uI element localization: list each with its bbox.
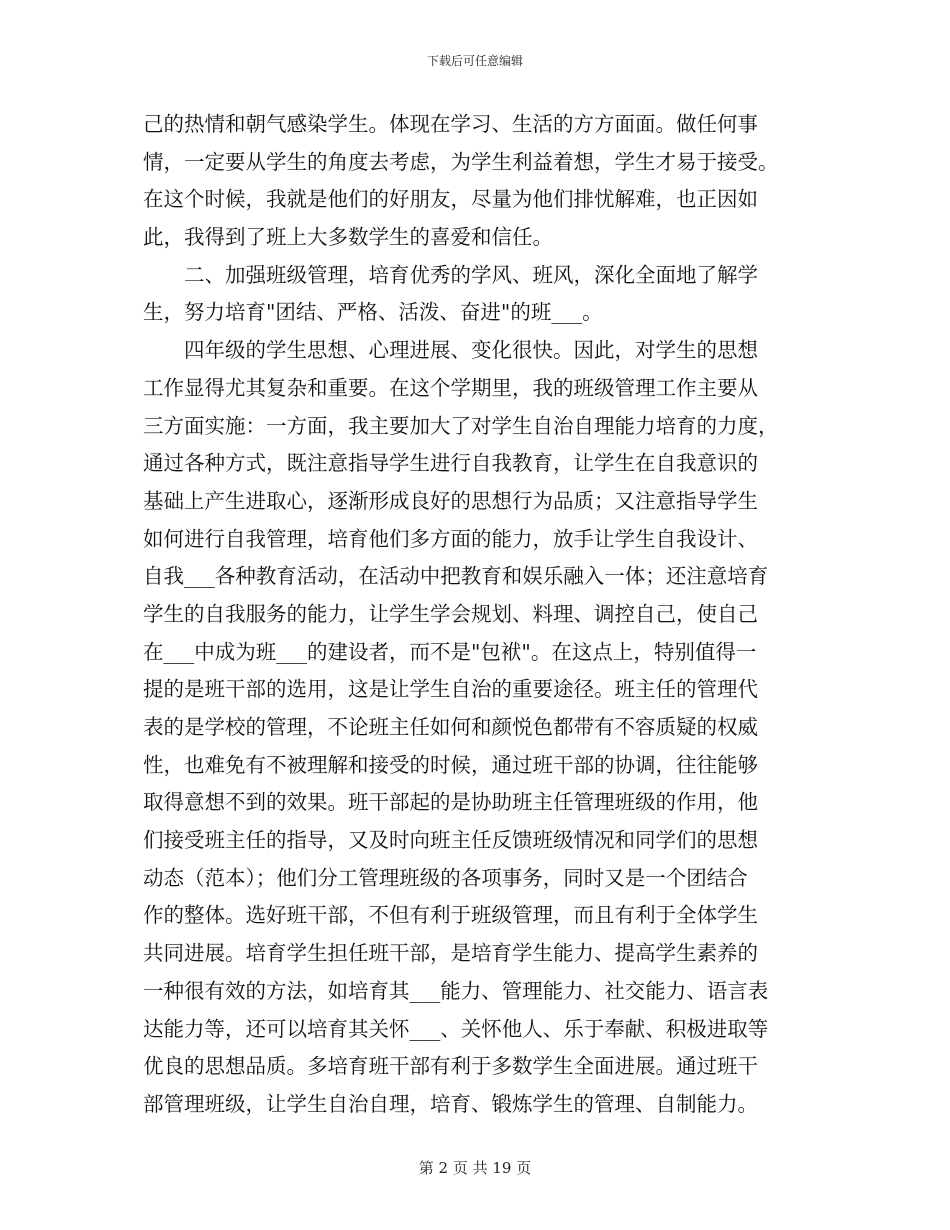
text-line: 性，也难免有不被理解和接受的时候，通过班干部的协调，往往能够 <box>143 752 758 777</box>
text-line: 二、加强班级管理，培育优秀的学风、班风，深化全面地了解学 <box>143 262 758 287</box>
text-line: 提的是班干部的选用，这是让学生自治的重要途径。班主任的管理代 <box>143 677 758 702</box>
text-line: 自我___各种教育活动，在活动中把教育和娱乐融入一体；还注意培育 <box>143 564 769 589</box>
text-line: 作的整体。选好班干部，不但有利于班级管理，而且有利于全体学生 <box>143 903 758 928</box>
text-line: 如何进行自我管理，培育他们多方面的能力，放手让学生自我设计、 <box>143 526 758 551</box>
text-line: 达能力等，还可以培育其关怀___、关怀他人、乐于奉献、积极进取等 <box>143 1016 769 1041</box>
text-line: 动态（范本）；他们分工管理班级的各项事务，同时又是一个团结合 <box>143 865 748 890</box>
document-body <box>143 106 811 1124</box>
page-footer: 第 2 页 共 19 页 <box>418 1159 532 1177</box>
text-line: 工作显得尤其复杂和重要。在这个学期里，我的班级管理工作主要从 <box>143 375 758 400</box>
text-line: 取得意想不到的效果。班干部起的是协助班主任管理班级的作用，他 <box>143 790 758 815</box>
text-line: 基础上产生进取心，逐渐形成良好的思想行为品质；又注意指导学生 <box>143 488 758 513</box>
text-line: 们接受班主任的指导，又及时向班主任反馈班级情况和同学们的思想 <box>143 828 758 853</box>
text-line: 在___中成为班___的建设者，而不是"包袱"。在这点上，特别值得一 <box>143 639 757 664</box>
text-line: 通过各种方式，既注意指导学生进行自我教育，让学生在自我意识的 <box>143 451 758 476</box>
text-line: 情，一定要从学生的角度去考虑，为学生利益着想，学生才易于接受。 <box>143 149 779 174</box>
text-line: 三方面实施：一方面，我主要加大了对学生自治自理能力培育的力度， <box>143 413 779 438</box>
text-line: 四年级的学生思想、心理进展、变化很快。因此，对学生的思想 <box>143 338 758 363</box>
text-line: 优良的思想品质。多培育班干部有利于多数学生全面进展。通过班干 <box>143 1054 758 1079</box>
text-line: 一种很有效的方法，如培育其___能力、管理能力、社交能力、语言表 <box>143 978 769 1003</box>
text-line: 在这个时候，我就是他们的好朋友，尽量为他们排忧解难，也正因如 <box>143 187 758 212</box>
text-line: 此，我得到了班上大多数学生的喜爱和信任。 <box>143 225 553 250</box>
text-line: 己的热情和朝气感染学生。体现在学习、生活的方方面面。做任何事 <box>143 112 758 136</box>
page-header: 下载后可任意编辑 <box>426 54 523 68</box>
text-line: 生，努力培育"团结、严格、活泼、奋进"的班___。 <box>143 300 603 325</box>
text-line: 共同进展。培育学生担任班干部，是培育学生能力、提高学生素养的 <box>143 941 758 966</box>
text-line: 学生的自我服务的能力，让学生学会规划、料理、调控自己，使自己 <box>143 601 758 626</box>
text-line: 表的是学校的管理，不论班主任如何和颜悦色都带有不容质疑的权威 <box>143 715 758 739</box>
text-line: 部管理班级，让学生自治自理，培育、锻炼学生的管理、自制能力。 <box>143 1091 758 1116</box>
